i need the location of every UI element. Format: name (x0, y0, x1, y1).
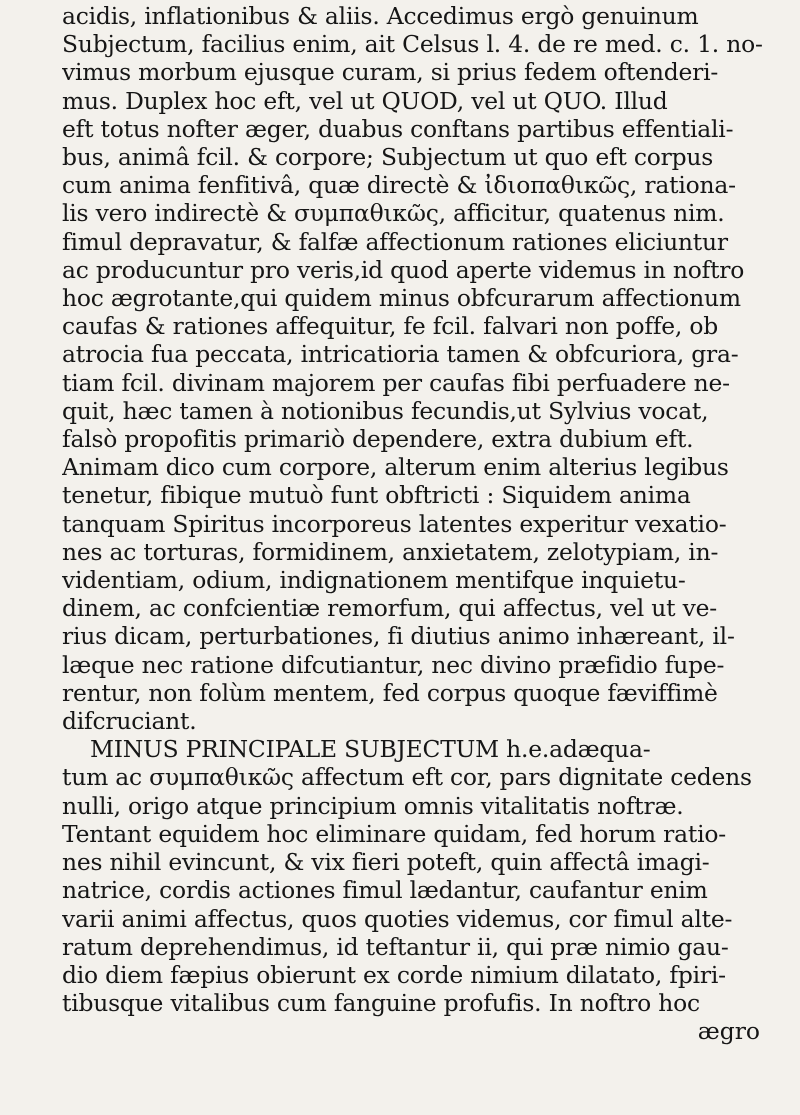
text-line: falsò propofitis primariò dependere, extra dubium eft. (62, 425, 694, 454)
text-line: Animam dico cum corpore, alterum enim alterius legibus (62, 453, 729, 482)
text-line: mus. Duplex hoc eft, vel ut QUOD, vel ut QUO. Illud (62, 86, 668, 115)
text-body (62, 2, 766, 1017)
text-line: rentur, non folùm mentem, fed corpus quoque fæviffimè (62, 678, 718, 707)
text-line: acidis, inflationibus & aliis. Accedimus ergò genuinum (62, 2, 699, 30)
text-line: dio diem fæpius obierunt ex corde nimium dilatato, fpiri- (62, 960, 726, 989)
text-line: vimus morbum ejusque curam, si prius fedem oftenderi- (62, 58, 719, 87)
text-line: nulli, origo atque principium omnis vitalitatis noftræ. (62, 791, 684, 820)
text-line: eft totus nofter æger, duabus conftans partibus effentiali- (62, 114, 734, 143)
text-line: nes nihil evincunt, & vix fieri poteft, quin affectâ imagi- (62, 848, 710, 877)
text-line: tanquam Spiritus incorporeus latentes experitur vexatio- (62, 509, 727, 538)
section-heading-line: MINUS PRINCIPALE SUBJECTUM h.e.adæqua- (90, 735, 651, 764)
text-line: lis vero indirectè & συμπαθικῶς, afficitur, quatenus nim. (62, 199, 725, 228)
text-line: hoc ægrotante,qui quidem minus obfcurarum affectionum (62, 284, 741, 313)
text-line: Tentant equidem hoc eliminare quidam, fed horum ratio- (62, 819, 726, 848)
text-line: Subjectum, facilius enim, ait Celsus l. 4. de re med. c. 1. no- (62, 30, 763, 59)
text-line: videntiam, odium, indignationem mentifque inquietu- (62, 566, 686, 595)
text-line: bus, animâ fcil. & corpore; Subjectum ut quo eft corpus (62, 143, 714, 172)
text-line: difcruciant. (62, 707, 197, 736)
text-line: ratum deprehendimus, id teftantur ii, qui præ nimio gau- (62, 932, 729, 961)
text-line: læque nec ratione difcutiantur, nec divino præfidio fupe- (62, 650, 725, 679)
text-line: varii animi affectus, quos quoties videmus, cor fimul alte- (62, 904, 733, 933)
text-line: tibusque vitalibus cum fanguine profufis. In noftro hoc (62, 989, 700, 1018)
text-line: tum ac συμπαθικῶς affectum eft cor, pars dignitate cedens (62, 763, 752, 792)
text-line: atrocia fua peccata, intricatioria tamen & obfcuriora, gra- (62, 340, 739, 369)
catchword: ægro (697, 1017, 760, 1046)
text-line: nes ac torturas, formidinem, anxietatem, zelotypiam, in- (62, 537, 719, 566)
text-line: rius dicam, perturbationes, fi diutius animo inhæreant, il- (62, 622, 735, 651)
text-line: caufas & rationes affequitur, fe fcil. falvari non poffe, ob (62, 312, 719, 341)
text-line: fimul depravatur, & falfæ affectionum rationes eliciuntur (62, 227, 728, 256)
text-line: quit, hæc tamen à notionibus fecundis,ut Sylvius vocat, (62, 396, 709, 425)
text-line: natrice, cordis actiones fimul lædantur, caufantur enim (62, 876, 708, 905)
text-line: cum anima fenfitivâ, quæ directè & ἰδιοπαθικῶς, rationa- (62, 171, 736, 200)
text-line: tenetur, fibique mutuò funt obftricti : Siquidem anima (62, 481, 691, 510)
text-line: ac producuntur pro veris,id quod aperte videmus in noftro (62, 255, 745, 284)
text-line: dinem, ac confcientiæ remorfum, qui affectus, vel ut ve- (62, 594, 717, 623)
text-line: tiam fcil. divinam majorem per caufas fibi perfuadere ne- (62, 368, 730, 397)
